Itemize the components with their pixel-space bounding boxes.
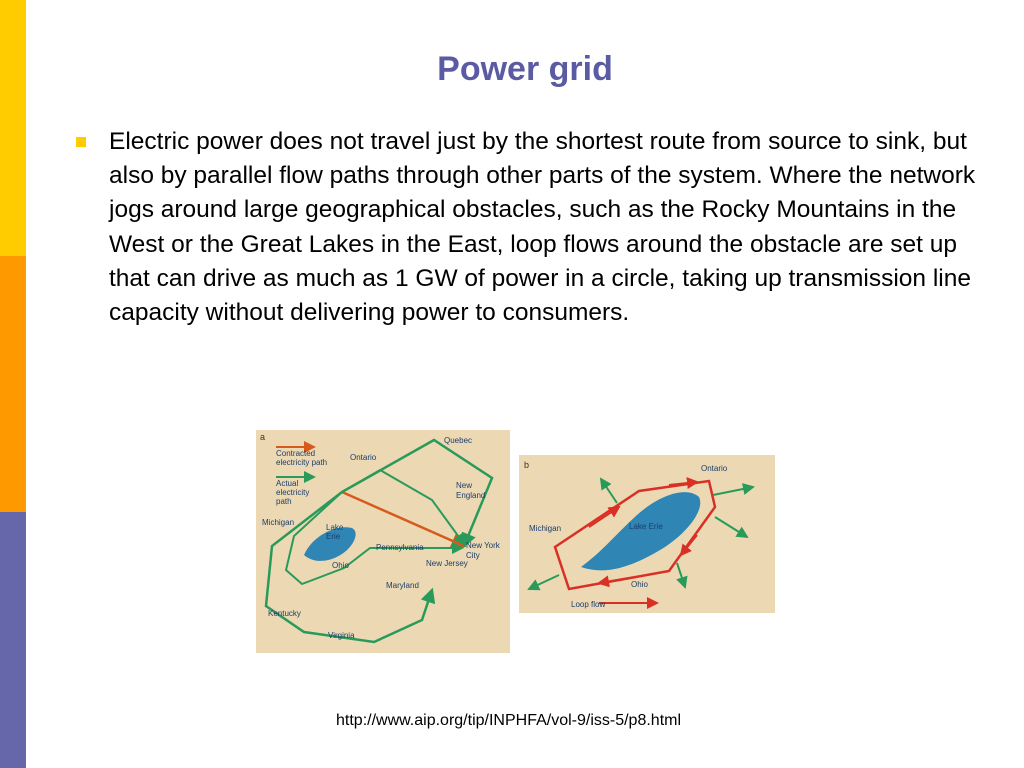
legend-contracted-label-line1: Contracted	[276, 449, 316, 458]
actual-path-mid-loop	[342, 470, 464, 544]
map-label-michigan: Michigan	[529, 524, 562, 533]
map-label-new-jersey: New Jersey	[426, 559, 468, 568]
panel-label-a: a	[260, 432, 266, 442]
accent-bar-yellow	[0, 0, 26, 256]
actual-path-south-loop	[266, 492, 432, 642]
accent-bar-orange	[0, 256, 26, 512]
bullet-marker	[76, 137, 86, 147]
outward-flow-arrow	[601, 479, 617, 503]
outward-flow-arrow	[677, 563, 685, 587]
loop-flow-arrow	[599, 578, 629, 583]
map-label-lake-erie-line1: Lake	[326, 523, 344, 532]
loop-flow-arrow	[589, 507, 619, 527]
map-label-new-york-line1: New York	[466, 541, 500, 550]
map-label-michigan: Michigan	[262, 518, 295, 527]
map-label-new-york-line2: City	[466, 551, 480, 560]
legend-actual-label-line1: Actual	[276, 479, 299, 488]
legend-loop-flow-label: Loop flow	[571, 600, 606, 609]
map-label-virginia: Virginia	[328, 631, 355, 640]
map-label-ohio: Ohio	[631, 580, 648, 589]
map-label-pennsylvania: Pennsylvania	[376, 543, 424, 552]
outward-flow-arrow	[715, 517, 747, 537]
loop-flow-arrow	[681, 535, 697, 555]
figure-loop-flow	[519, 455, 775, 613]
map-label-ontario: Ontario	[350, 453, 377, 462]
lake-erie-shape	[581, 492, 700, 570]
panel-label-b: b	[524, 460, 530, 470]
map-label-kentucky: Kentucky	[268, 609, 301, 618]
map-label-new-england-line2: England	[456, 491, 486, 500]
figure-contracted-vs-actual-path	[256, 430, 510, 653]
source-link[interactable]: http://www.aip.org/tip/INPHFA/vol-9/iss-5/p8.html	[336, 712, 682, 729]
figure-a-map	[256, 430, 510, 653]
map-label-quebec: Quebec	[444, 436, 473, 445]
slide-title: Power grid	[437, 50, 613, 88]
slide-body-text: Electric power does not travel just by the shortest route from source to sink, but also by parallel flow paths through other parts of the system. Where the network jogs around large geographical obstacles, such as the Rocky Mountains in the West or the Great Lakes in the East, loop flows around the obstacle are set up that can drive as much as 1 GW of power in a circle, taking up transmission line capacity without delivering power to consumers.	[109, 128, 976, 327]
map-label-lake-erie: Lake Erie	[629, 522, 663, 531]
map-label-ontario: Ontario	[701, 464, 728, 473]
map-label-new-england-line1: New	[456, 481, 473, 490]
figure-b-map	[519, 455, 775, 613]
accent-bar-purple	[0, 512, 26, 768]
legend-actual-label-line3: path	[276, 497, 292, 506]
map-label-lake-erie-line2: Erie	[326, 532, 341, 541]
map-label-maryland: Maryland	[386, 581, 419, 590]
outward-flow-arrow	[713, 487, 753, 495]
legend-actual-label-line2: electricity	[276, 488, 310, 497]
outward-flow-arrow	[529, 575, 559, 589]
legend-contracted-label-line2: electricity path	[276, 458, 328, 467]
map-label-ohio: Ohio	[332, 561, 349, 570]
